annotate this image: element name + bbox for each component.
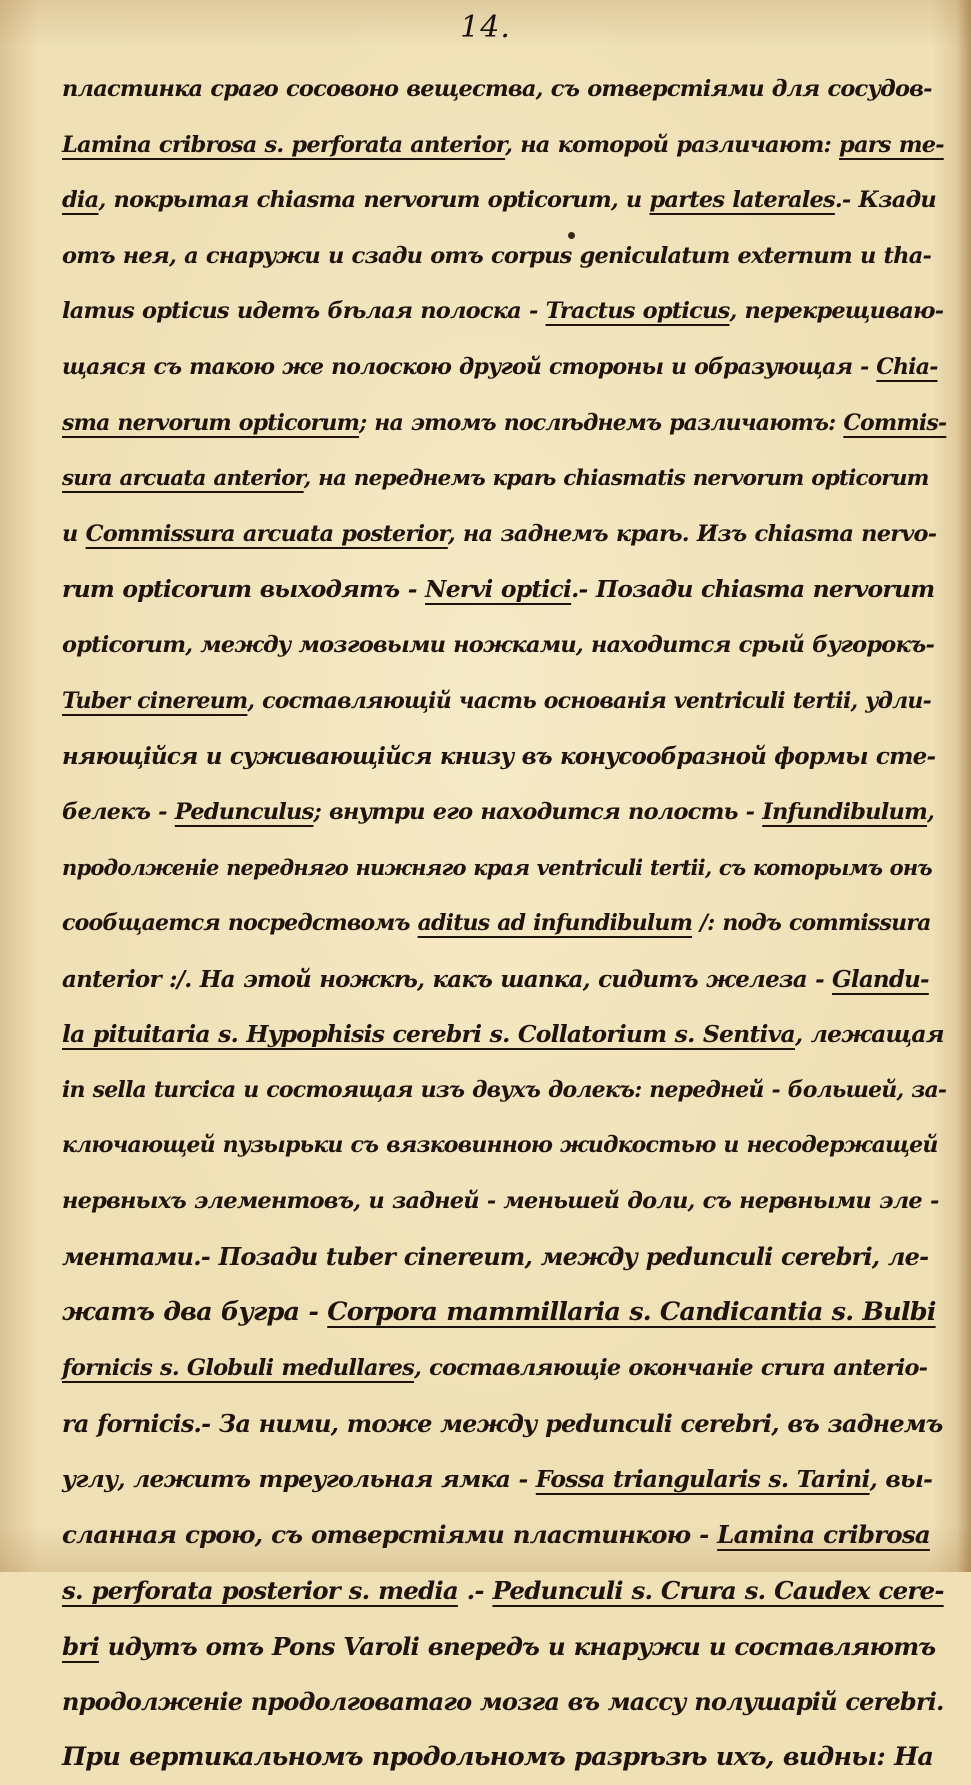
underlined-term: Chia- <box>876 353 938 380</box>
text-segment: ментами.- Позади tuber cinereum, между pedunculi cerebri, ле- <box>62 1242 929 1272</box>
underlined-term: Lamina cribrosa <box>717 1520 930 1550</box>
text-segment: /: подъ commissura <box>692 909 931 936</box>
text-segment: , на переднемъ краѣ chiasmatis nervorum opticorum <box>303 466 929 492</box>
text-segment: щаяся съ такою же полоскою другой стороны и образующая - <box>62 353 877 380</box>
text-segment: anterior :/. На этой ножкѣ, какъ шапка, сидитъ железа - <box>62 965 833 993</box>
text-segment: пластинка сраго сосовоно вещества, съ отверстіями для сосудов- <box>62 76 932 102</box>
underlined-term: Pedunculi s. Crura s. Caudex cere- <box>492 1576 944 1606</box>
text-line <box>62 1452 946 1508</box>
text-line <box>62 451 946 507</box>
text-segment: продолженіе передняго нижняго края ventriculi tertii, съ которымъ онъ <box>62 855 932 881</box>
text-line <box>62 284 946 340</box>
text-line <box>62 1118 946 1174</box>
text-line <box>62 1174 946 1230</box>
underlined-term: Corpora mammillaria s. Candicantia s. Bulbi <box>327 1297 936 1328</box>
text-segment: , покрытая chiasma nervorum opticorum, и <box>98 187 650 214</box>
text-line <box>62 1563 946 1619</box>
text-segment: идутъ отъ Pons Varoli впередъ и кнаружи и составляютъ <box>98 1631 936 1661</box>
text-line <box>62 1063 946 1119</box>
text-segment: , перекрещиваю- <box>729 298 944 325</box>
text-line <box>62 1007 946 1063</box>
underlined-term: Lamina cribrosa s. perforata anterior <box>62 131 506 158</box>
underlined-term: Infundibulum <box>762 798 928 825</box>
underlined-term: Pedunculus <box>174 798 314 825</box>
text-line <box>62 1619 946 1675</box>
text-line <box>62 562 946 618</box>
text-segment: , <box>927 798 935 825</box>
underlined-term: la pituitaria s. Hypophisis cerebri s. Collatorium s. Sentiva <box>62 1020 795 1049</box>
text-segment: углу, лежитъ треугольная ямка - <box>62 1464 536 1493</box>
text-line <box>62 173 946 229</box>
text-segment: , составляющіе окончаніе crura anterio- <box>414 1354 928 1381</box>
text-segment: белекъ - <box>62 798 175 825</box>
text-segment: , составляющій часть основанія ventriculi tertii, удли- <box>247 687 931 714</box>
text-line <box>62 896 946 952</box>
page-number: 14. <box>460 10 511 45</box>
text-line <box>62 1341 946 1397</box>
text-segment: сланная срою, съ отверстіями пластинкою - <box>62 1520 718 1550</box>
underlined-term: Commis- <box>843 409 947 436</box>
text-line <box>62 62 946 118</box>
text-line <box>62 118 946 174</box>
text-line <box>62 674 946 730</box>
underlined-term: bri <box>62 1631 99 1661</box>
underlined-term: Glandu- <box>832 965 929 993</box>
underlined-term: sma nervorum opticorum <box>62 409 360 436</box>
text-line <box>62 840 946 896</box>
underlined-term: aditus ad infundibulum <box>417 909 693 936</box>
text-line <box>62 1285 946 1341</box>
underlined-term: Tractus opticus <box>545 298 730 325</box>
text-segment: продолженіе продолговатаго мозга въ массу полушарій cerebri. <box>62 1687 944 1717</box>
text-segment: in sella turcica и состоящая изъ двухъ долекъ: передней - большей, за- <box>62 1076 947 1103</box>
text-line <box>62 952 946 1008</box>
text-segment: и <box>62 520 86 547</box>
underlined-term: dia <box>62 187 99 214</box>
text-line <box>62 1507 946 1563</box>
text-segment: , вы- <box>869 1464 933 1493</box>
underlined-term: pars me- <box>839 131 944 158</box>
text-segment: .- Позади chiasma nervorum <box>571 575 935 604</box>
text-segment: ключающей пузырьки съ вязковинною жидкостью и несодержащей <box>62 1132 938 1159</box>
text-segment: .- <box>457 1576 493 1606</box>
text-line <box>62 507 946 563</box>
text-segment: .- Кзади <box>834 187 936 214</box>
text-segment: няющійся и суживающійся книзу въ конусообразной формы сте- <box>62 743 936 771</box>
text-segment: opticorum, между мозговыми ножками, находится срый бугорокъ- <box>62 631 934 658</box>
text-segment: сообщается посредствомъ <box>62 909 418 936</box>
underlined-term: Commissura arcuata posterior <box>85 520 448 547</box>
underlined-term: s. perforata posterior s. media <box>62 1576 458 1606</box>
text-segment: , лежащая <box>794 1020 944 1049</box>
text-segment: ; внутри его находится полость - <box>313 798 763 825</box>
handwritten-text-block <box>62 62 946 1785</box>
underlined-term: Fossa triangularis s. Tarini <box>535 1464 870 1493</box>
underlined-term: Tuber cinereum <box>62 687 248 714</box>
text-segment: , на которой различают: <box>505 131 840 158</box>
text-segment: При вертикальномъ продольномъ разрѣзѣ ихъ, видны: На <box>62 1741 934 1772</box>
text-line <box>62 340 946 396</box>
underlined-term: partes laterales <box>649 187 835 214</box>
text-segment: отъ нея, а снаружи и сзади отъ corpus geniculatum externum и tha- <box>62 242 932 269</box>
text-line <box>62 229 946 285</box>
text-line <box>62 396 946 452</box>
text-line <box>62 618 946 674</box>
text-segment: жатъ два бугра - <box>62 1297 328 1328</box>
text-segment: нервныхъ элементовъ, и задней - меньшей доли, съ нервными эле - <box>62 1187 939 1214</box>
text-line <box>62 1674 946 1730</box>
text-segment: , на заднемъ краѣ. Изъ chiasma nervo- <box>447 520 937 547</box>
underlined-term: sura arcuata anterior <box>62 466 304 492</box>
underlined-term: fornicis s. Globuli medullares <box>62 1354 415 1381</box>
text-line <box>62 1730 946 1785</box>
text-segment: lamus opticus идетъ бѣлая полоска - <box>62 298 546 325</box>
text-line <box>62 729 946 785</box>
text-line <box>62 1229 946 1285</box>
text-segment: rum opticorum выходятъ - <box>62 575 426 604</box>
page-edge-stain <box>957 0 971 1572</box>
underlined-term: Nervi optici <box>425 575 572 604</box>
text-segment: ra fornicis.- За ними, тоже между pedunculi cerebri, въ заднемъ <box>62 1409 943 1439</box>
text-line <box>62 1396 946 1452</box>
text-segment: ; на этомъ послѣднемъ различаютъ: <box>359 409 844 436</box>
text-line <box>62 785 946 841</box>
